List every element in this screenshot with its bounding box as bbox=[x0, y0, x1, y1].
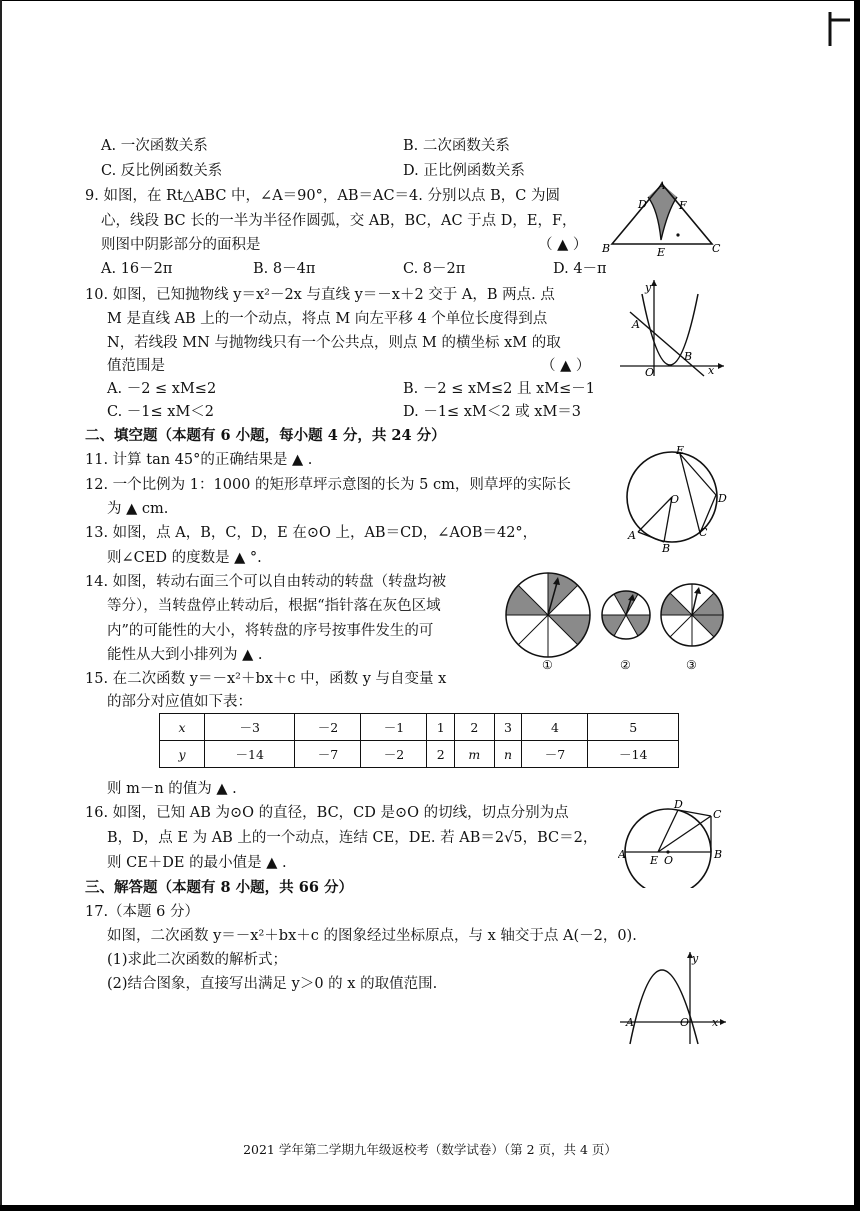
table-cell: 4 bbox=[522, 714, 588, 741]
table-cell: x bbox=[160, 714, 205, 741]
q10-option-a: A. －2 ≤ xM≤2 bbox=[107, 381, 217, 397]
spinner-label-3: ③ bbox=[686, 658, 697, 672]
q17-label-o: O bbox=[680, 1016, 690, 1029]
q10-label-y: y bbox=[645, 281, 652, 294]
q10-line3: N，若线段 MN 与抛物线只有一个公共点，则点 M 的横坐标 xM 的取 bbox=[107, 335, 561, 351]
table-cell: n bbox=[494, 741, 522, 768]
table-cell: 1 bbox=[427, 714, 455, 741]
table-cell: m bbox=[455, 741, 495, 768]
q15-line1: 15. 在二次函数 y＝－x²＋bx＋c 中，函数 y 与自变量 x bbox=[85, 671, 447, 687]
q10-label-o: O bbox=[645, 366, 655, 379]
q9-label-f: F bbox=[679, 199, 687, 212]
q17-line1: 如图，二次函数 y＝－x²＋bx＋c 的图象经过坐标原点，与 x 轴交于点 A(－2，0). bbox=[107, 928, 637, 944]
q13-line1: 13. 如图，点 A，B，C，D，E 在⊙O 上，AB＝CD，∠AOB＝42°， bbox=[85, 525, 538, 541]
q9-option-b: B. 8－4π bbox=[253, 261, 316, 277]
q16-circle-figure bbox=[618, 796, 730, 888]
table-cell: －7 bbox=[522, 741, 588, 768]
q12-line1: 12. 一个比例为 1：1000 的矩形草坪示意图的长为 5 cm，则草坪的实际长 bbox=[85, 477, 571, 493]
table-cell: 3 bbox=[494, 714, 522, 741]
q10-line2: M 是直线 AB 上的一个动点，将点 M 向左平移 4 个单位长度得到点 bbox=[107, 311, 548, 327]
q8-option-d: D. 正比例函数关系 bbox=[403, 163, 525, 179]
q8-option-b: B. 二次函数关系 bbox=[403, 138, 510, 154]
q13-line2: 则∠CED 的度数是 ▲ °. bbox=[107, 550, 262, 566]
q16-line3: 则 CE＋DE 的最小值是 ▲ . bbox=[107, 855, 287, 871]
table-cell: －14 bbox=[205, 741, 295, 768]
table-cell: 2 bbox=[427, 741, 455, 768]
q17-label-y: y bbox=[692, 952, 699, 965]
q9-triangle-figure bbox=[600, 180, 730, 262]
q16-label-c: C bbox=[713, 808, 722, 821]
q10-parabola-figure bbox=[618, 276, 728, 380]
q13-label-c: C bbox=[699, 526, 708, 539]
q10-answer-blank: （ ▲ ） bbox=[541, 358, 591, 374]
table-cell: 5 bbox=[588, 714, 679, 741]
q17-parabola-figure bbox=[618, 946, 730, 1046]
q9-option-a: A. 16－2π bbox=[101, 261, 173, 277]
table-cell: －7 bbox=[295, 741, 361, 768]
q14-line2: 等分），当转盘停止转动后，根据“指针落在灰色区域 bbox=[107, 598, 441, 614]
q13-label-d: D bbox=[718, 492, 727, 505]
spinner-1 bbox=[506, 573, 590, 657]
q13-label-e: E bbox=[676, 446, 685, 457]
q10-line4: 值范围是 bbox=[107, 358, 165, 374]
q10-option-d: D. －1≤ xM＜2 或 xM＝3 bbox=[403, 404, 582, 420]
q9-option-d: D. 4－π bbox=[553, 261, 607, 277]
q16-label-b: B bbox=[714, 848, 723, 861]
q13-label-a: A bbox=[628, 529, 636, 542]
section-2-heading: 二、填空题（本题有 6 小题，每小题 4 分，共 24 分） bbox=[85, 427, 446, 444]
table-cell: 2 bbox=[455, 714, 495, 741]
spinner-label-1: ① bbox=[542, 658, 553, 672]
table-row-x bbox=[160, 714, 679, 741]
q9-label-c: C bbox=[712, 242, 721, 255]
q9-label-e: E bbox=[657, 246, 666, 259]
q10-option-b: B. －2 ≤ xM≤2 且 xM≤－1 bbox=[403, 381, 595, 397]
q10-line1: 10. 如图，已知抛物线 y＝x²－2x 与直线 y＝－x＋2 交于 A，B 两点. 点 bbox=[85, 287, 555, 303]
q10-label-a: A bbox=[632, 318, 640, 331]
table-cell: －1 bbox=[361, 714, 427, 741]
q16-label-e: E bbox=[650, 854, 659, 867]
q11-text: 11. 计算 tan 45°的正确结果是 ▲ . bbox=[85, 452, 313, 468]
q10-label-b: B bbox=[684, 350, 693, 363]
scan-border-bottom bbox=[0, 1205, 860, 1211]
q17-label-x: x bbox=[712, 1016, 719, 1029]
table-row-y bbox=[160, 741, 679, 768]
q9-line1: 9. 如图，在 Rt△ABC 中，∠A＝90°，AB＝AC＝4. 分别以点 B，C 为圆 bbox=[85, 188, 560, 204]
spinner-3 bbox=[661, 584, 723, 646]
q15-line2: 的部分对应值如下表： bbox=[107, 694, 252, 710]
q10-option-c: C. －1≤ xM＜2 bbox=[107, 404, 215, 420]
q16-label-a: A bbox=[618, 848, 626, 861]
q9-answer-blank: （ ▲ ） bbox=[538, 237, 588, 253]
q15-line3: 则 m－n 的值为 ▲ . bbox=[107, 781, 237, 797]
corner-mark bbox=[826, 10, 852, 48]
q15-value-table bbox=[159, 713, 679, 768]
table-cell: －2 bbox=[361, 741, 427, 768]
q14-line3: 内”的可能性的大小，将转盘的序号按事件发生的可 bbox=[107, 623, 434, 639]
table-cell: －3 bbox=[205, 714, 295, 741]
q17-head: 17.（本题 6 分） bbox=[85, 904, 200, 920]
q10-label-x: x bbox=[708, 364, 715, 377]
q12-line2: 为 ▲ cm. bbox=[107, 501, 169, 517]
q9-line3: 则图中阴影部分的面积是 bbox=[101, 237, 261, 253]
q9-line2: 心，线段 BC 长的一半为半径作圆弧，交 AB，BC，AC 于点 D，E，F， bbox=[101, 213, 577, 229]
q17-line2: (1)求此二次函数的解析式； bbox=[107, 952, 288, 968]
q14-line4: 能性从大到小排列为 ▲ . bbox=[107, 647, 263, 663]
q16-label-o: O bbox=[664, 854, 674, 867]
table-cell: －2 bbox=[295, 714, 361, 741]
scan-border-top bbox=[0, 0, 860, 1]
spinner-2 bbox=[602, 591, 650, 639]
q17-line3: (2)结合图象，直接写出满足 y＞0 的 x 的取值范围. bbox=[107, 976, 438, 992]
table-cell: －14 bbox=[588, 741, 679, 768]
scan-border-right bbox=[854, 0, 860, 1211]
scan-border-left bbox=[0, 0, 2, 1211]
q9-option-c: C. 8－2π bbox=[403, 261, 466, 277]
page-footer: 2021 学年第二学期九年级返校考（数学试卷）（第 2 页，共 4 页） bbox=[243, 1142, 617, 1157]
table-cell: y bbox=[160, 741, 205, 768]
q16-line1: 16. 如图，已知 AB 为⊙O 的直径，BC，CD 是⊙O 的切线，切点分别为点 bbox=[85, 805, 569, 821]
q9-label-a: A bbox=[658, 181, 666, 192]
q13-label-o: O bbox=[670, 493, 680, 506]
q16-label-d: D bbox=[674, 798, 683, 811]
q17-label-a: A bbox=[626, 1016, 634, 1029]
q14-spinners-figure bbox=[500, 565, 728, 675]
q14-line1: 14. 如图，转动右面三个可以自由转动的转盘（转盘均被 bbox=[85, 574, 447, 590]
q8-option-a: A. 一次函数关系 bbox=[101, 138, 208, 154]
spinner-label-2: ② bbox=[620, 658, 631, 672]
q9-label-b: B bbox=[602, 242, 611, 255]
q9-label-d: D bbox=[638, 198, 647, 211]
q16-line2: B，D，点 E 为 AB 上的一个动点，连结 CE，DE. 若 AB＝2√5，BC＝2， bbox=[107, 830, 598, 846]
q8-option-c: C. 反比例函数关系 bbox=[101, 163, 223, 179]
q13-label-b: B bbox=[662, 542, 671, 555]
section-3-heading: 三、解答题（本题有 8 小题，共 66 分） bbox=[85, 879, 353, 896]
q13-circle-figure bbox=[620, 446, 744, 556]
